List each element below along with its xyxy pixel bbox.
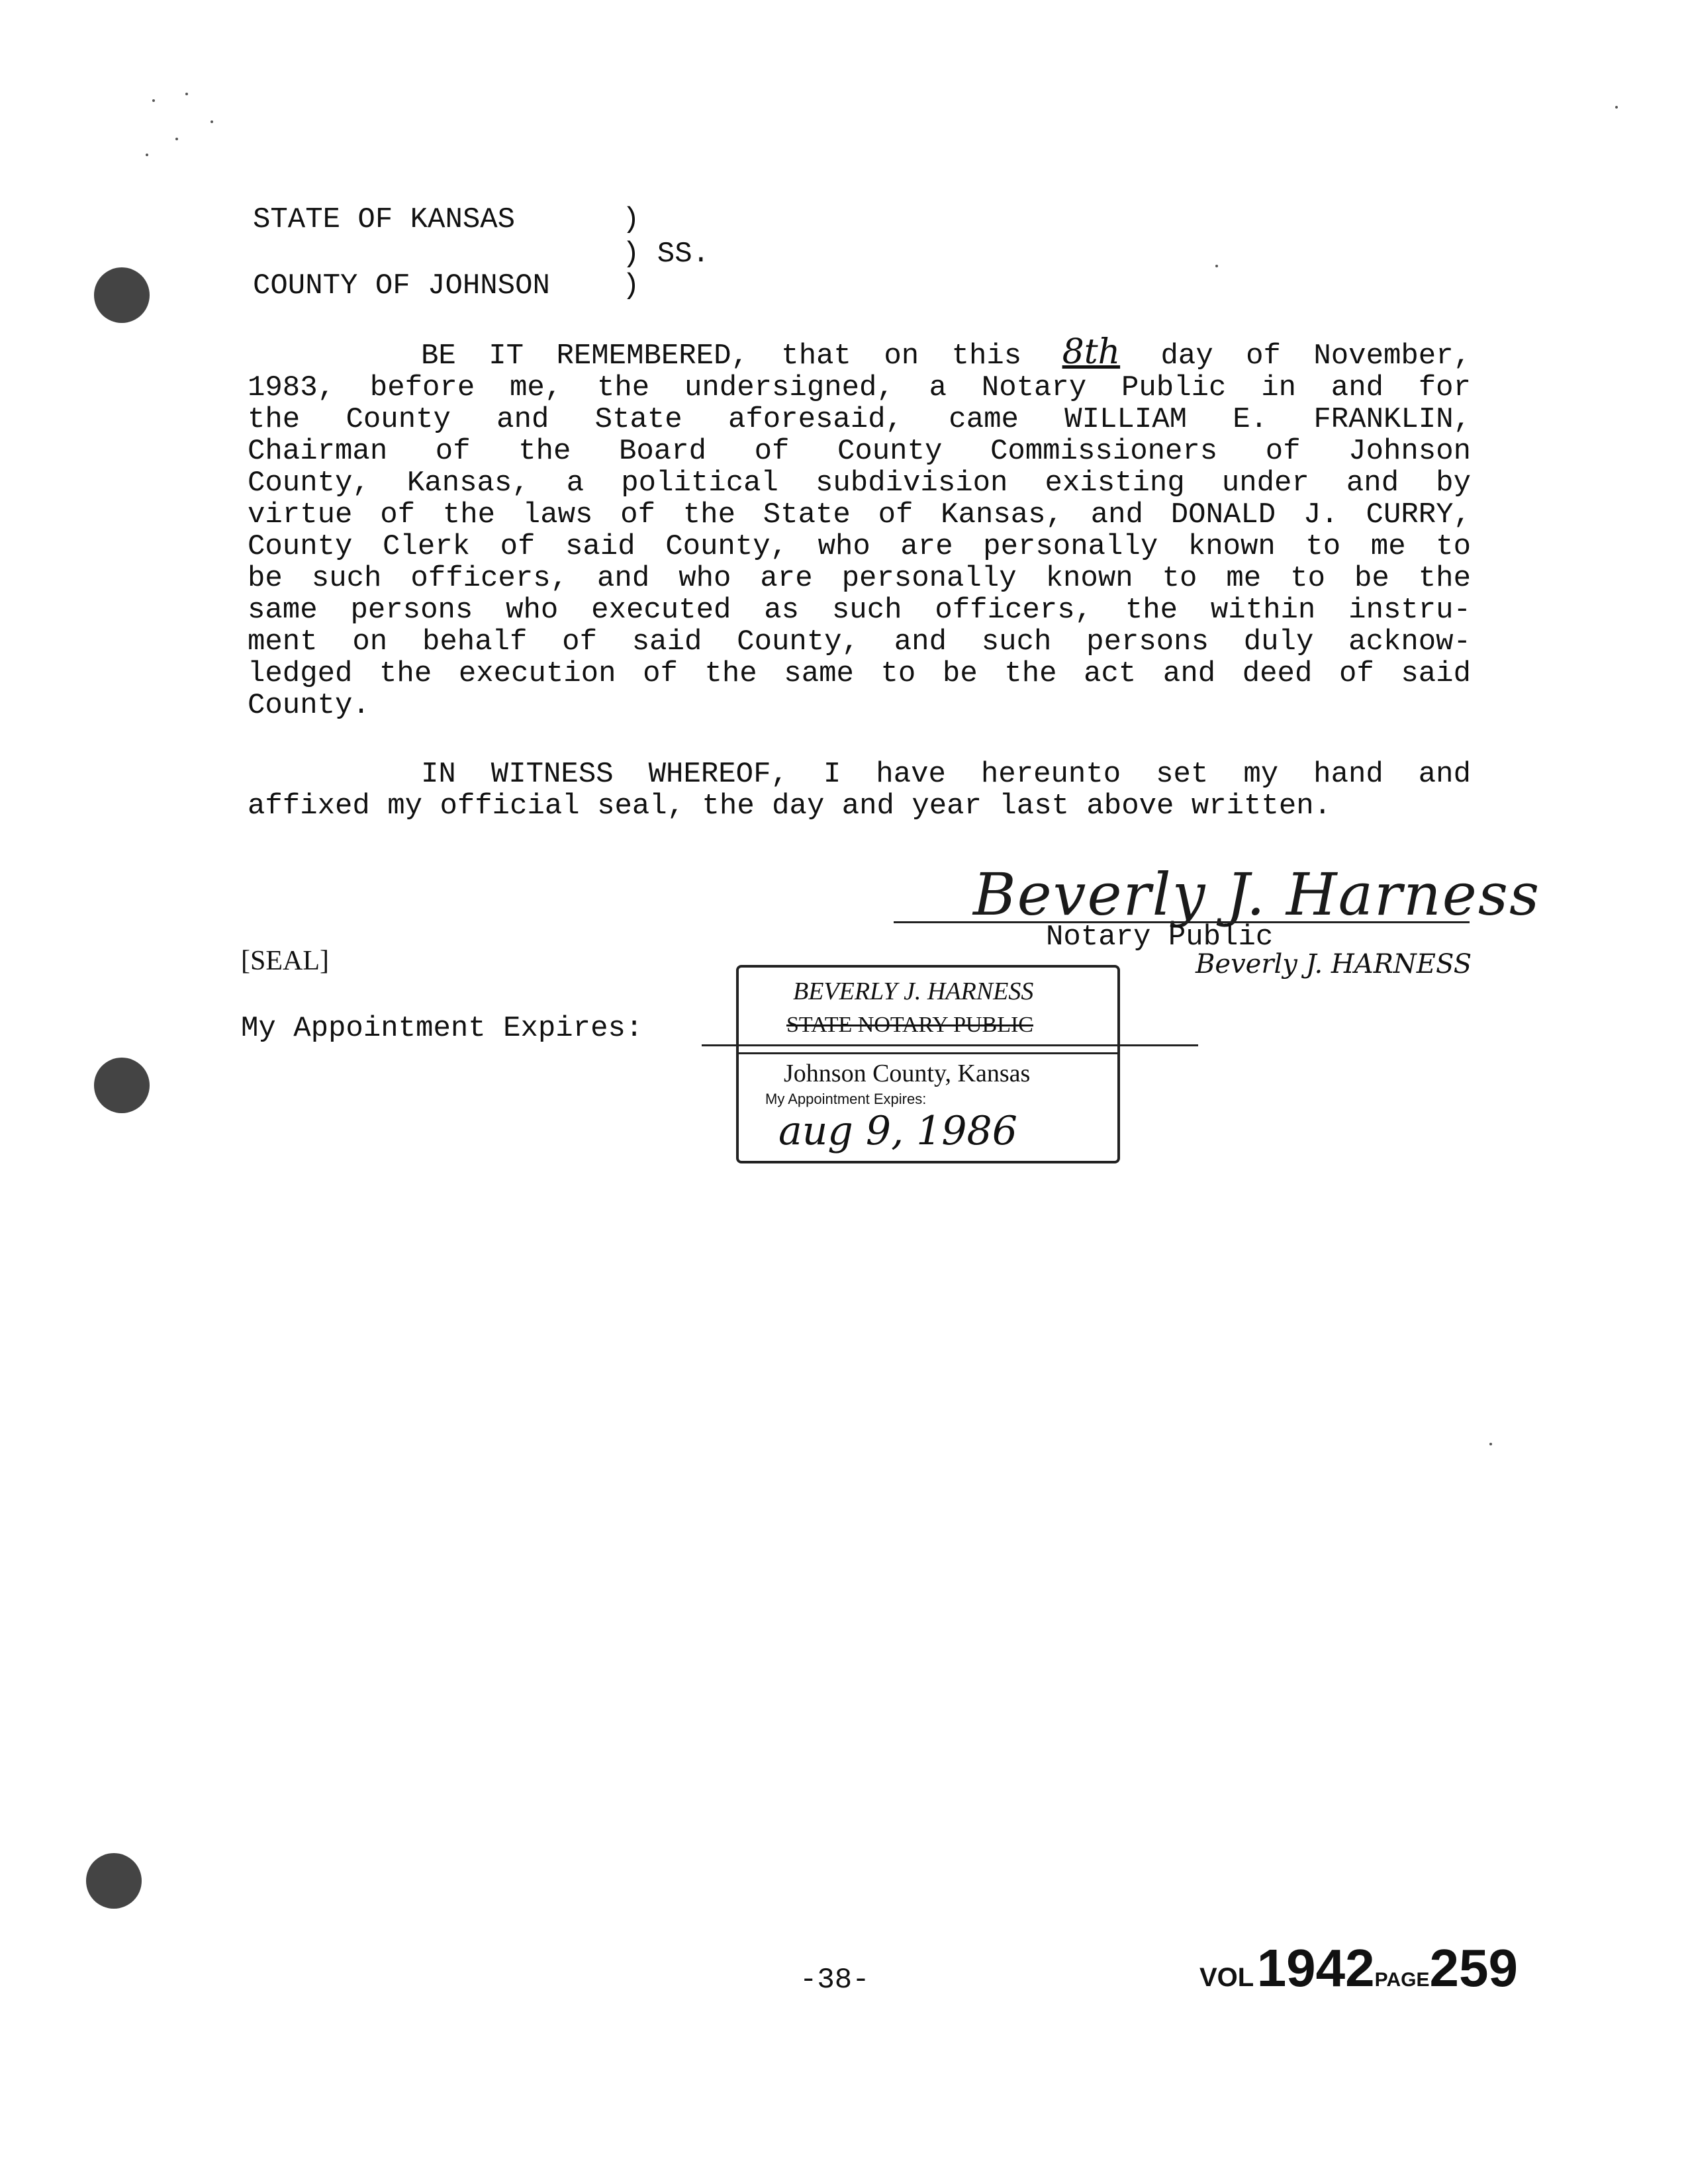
venue-ss: ) SS. xyxy=(622,238,710,271)
page-number-ref: 259 xyxy=(1429,1938,1518,1997)
scan-speck xyxy=(146,154,148,156)
handwritten-day: 8th xyxy=(1062,332,1121,372)
acknowledgment-line-1 xyxy=(248,332,1472,373)
acknowledgment-line: the County and State aforesaid, came WILLIAM E. FRANKLIN, xyxy=(248,403,1471,436)
notary-stamp xyxy=(736,965,1120,1163)
acknowledgment-line: County. xyxy=(248,689,370,722)
scan-speck xyxy=(175,138,178,140)
venue-state: STATE OF KANSAS xyxy=(253,203,516,236)
notary-printed-name: Beverly J. HARNESS xyxy=(1196,949,1472,979)
vol-label: VOL xyxy=(1199,1963,1254,1992)
page-number: -38- xyxy=(800,1964,870,1997)
stamp-county: Johnson County, Kansas xyxy=(784,1060,1031,1087)
stamp-expires-label: My Appointment Expires: xyxy=(765,1091,927,1107)
acknowledgment-line: County, Kansas, a political subdivision existing under and by xyxy=(248,467,1471,500)
book-reference xyxy=(1199,1938,1518,1999)
scan-speck xyxy=(211,120,213,123)
punch-hole-middle xyxy=(94,1058,150,1113)
vol-number: 1942 xyxy=(1256,1938,1375,1997)
venue-paren-top: ) xyxy=(622,203,640,236)
punch-hole-bottom xyxy=(86,1853,142,1909)
acknowledgment-line: ledged the execution of the same to be the act and deed of said xyxy=(248,657,1471,690)
scan-speck xyxy=(1489,1443,1492,1445)
stamp-name: BEVERLY J. HARNESS xyxy=(793,978,1034,1005)
witness-line: affixed my official seal, the day and year last above written. xyxy=(248,790,1332,823)
punch-hole-top xyxy=(94,267,150,323)
notary-signature: Beverly J. Harness xyxy=(973,860,1541,929)
witness-line: IN WITNESS WHEREOF, I have hereunto set my hand and xyxy=(421,758,1471,791)
venue-county: COUNTY OF JOHNSON xyxy=(253,269,550,302)
acknowledgment-paragraph xyxy=(248,332,1472,722)
acknowledgment-line: virtue of the laws of the State of Kansas, and DONALD J. CURRY, xyxy=(248,498,1471,531)
page-label: PAGE xyxy=(1374,1969,1430,1991)
stamp-title: STATE NOTARY PUBLIC xyxy=(786,1013,1033,1037)
stamp-divider xyxy=(739,1052,1117,1054)
witness-paragraph xyxy=(248,758,1471,822)
acknowledgment-line: 1983, before me, the undersigned, a Notary Public in and for xyxy=(248,371,1471,404)
acknowledgment-line: same persons who executed as such officers, the within instru- xyxy=(248,594,1471,627)
scan-speck xyxy=(1615,106,1618,109)
stamp-expires-date: aug 9, 1986 xyxy=(778,1108,1017,1154)
venue-paren-bottom: ) xyxy=(622,269,640,302)
scan-speck xyxy=(185,93,188,95)
scan-speck xyxy=(1215,265,1218,267)
acknowledgment-line: ment on behalf of said County, and such persons duly acknow- xyxy=(248,625,1471,659)
acknowledgment-line: Chairman of the Board of County Commissioners of Johnson xyxy=(248,435,1471,468)
seal-label: [SEAL] xyxy=(241,946,329,976)
acknowledgment-line: be such officers, and who are personally known to me to be the xyxy=(248,562,1471,595)
acknowledgment-line: County Clerk of said County, who are personally known to me to xyxy=(248,530,1471,563)
notary-title: Notary Public xyxy=(1046,921,1274,954)
acknowledgment-month: day of November, xyxy=(1160,340,1472,373)
scan-speck xyxy=(152,99,155,102)
appointment-label: My Appointment Expires: xyxy=(241,1012,643,1045)
acknowledgment-opening: BE IT REMEMBERED, that on this xyxy=(421,340,1022,373)
